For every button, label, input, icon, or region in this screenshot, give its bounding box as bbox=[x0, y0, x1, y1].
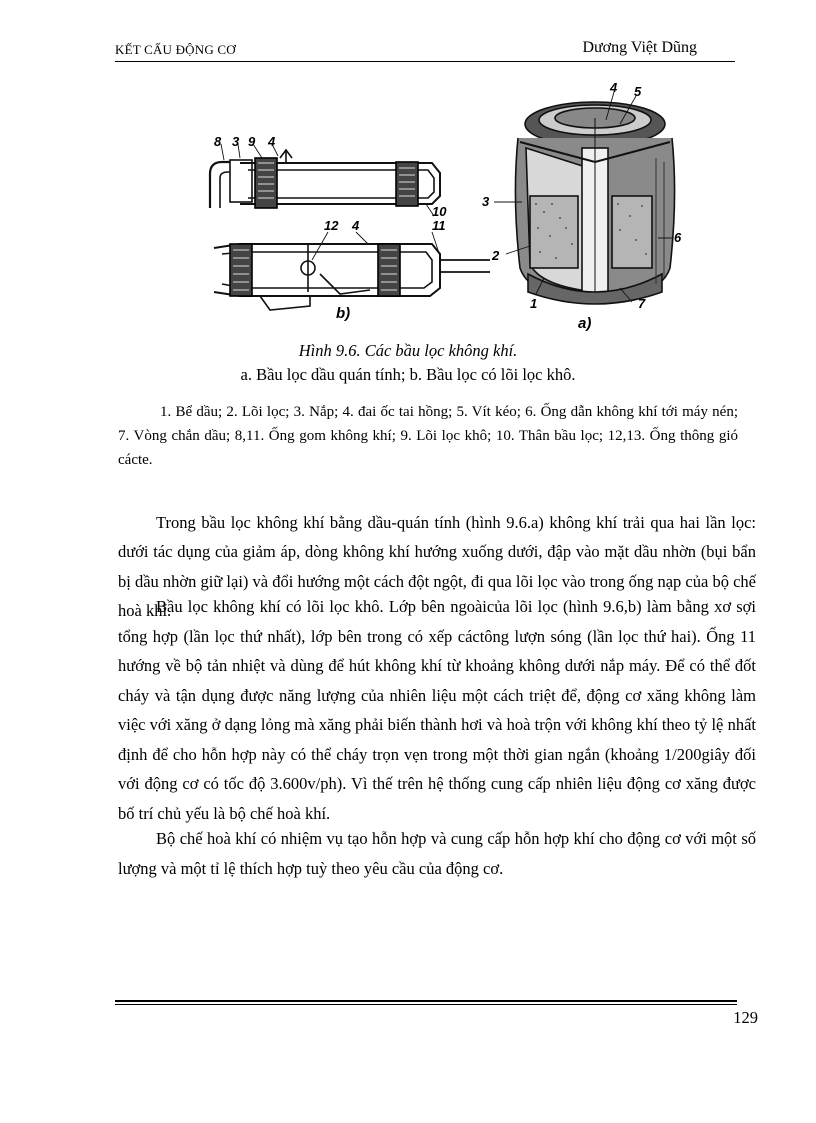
callout-a-2: 2 bbox=[492, 248, 500, 263]
sub-label-a: a) bbox=[578, 315, 592, 332]
callout-11: 11 bbox=[432, 218, 446, 233]
figure-air-filters bbox=[200, 78, 700, 338]
page-number: 129 bbox=[733, 1008, 758, 1027]
header-chapter-title: KẾT CẤU ĐỘNG CƠ bbox=[115, 42, 236, 57]
callout-9: 9 bbox=[248, 134, 256, 149]
callout-a-7: 7 bbox=[638, 296, 646, 311]
paragraph-1-text: Trong bầu lọc không khí bằng dầu-quán tính (hình 9.6.a) không khí trải qua hai lần lọc: dưới tác dụng của giảm áp, dòng không khí hướng xuống dưới, đập vào mặt dầu nhờn (bụi bẩn bị dầu nhờn giữ lại) và đổi hướng một cách đột ngột, đi qua lõi lọc vào trong ống nạp của bộ chế hoà khí. bbox=[118, 512, 756, 620]
page-header bbox=[115, 38, 735, 60]
air-filter-drawing bbox=[200, 78, 700, 338]
header-author: Dương Việt Dũng bbox=[582, 39, 697, 56]
callout-a-4: 4 bbox=[610, 80, 618, 95]
callout-8: 8 bbox=[214, 134, 222, 149]
callout-4-top: 4 bbox=[268, 134, 276, 149]
filter-b-drawing bbox=[210, 144, 490, 310]
sub-label-b: b) bbox=[336, 305, 351, 322]
figure-caption-title: Hình 9.6. Các bầu lọc không khí. bbox=[298, 341, 518, 360]
paragraph-3-text: Bộ chế hoà khí có nhiệm vụ tạo hỗn hợp và cung cấp hỗn hợp khí cho động cơ với một số lượng và một tỉ lệ thích hợp tuỳ theo yêu cầu của động cơ. bbox=[118, 829, 756, 878]
figure-caption-subtitle: a. Bầu lọc dầu quán tính; b. Bầu lọc có lõi lọc khô. bbox=[240, 365, 576, 384]
paragraph-2-text: Bầu lọc không khí có lõi lọc khô. Lớp bên ngoàicủa lõi lọc (hình 9.6,b) làm bằng xơ sợi tổng hợp (lần lọc thứ nhất), lớp bên trong có xếp cáctông lượn sóng (lần lọc thứ hai). Ống 11 hướng về bộ tản nhiệt và dùng để hút không khí từ khoảng không dưới nắp máy. Để có thể đốt cháy và tận dụng được năng lượng của nhiên liệu một cách triệt để, động cơ xăng không làm việc với xăng ở dạng lỏng mà xăng phải biến thành hơi và hoà trộn với không khí theo tỷ lệ nhất định để cho hỗn hợp này có thể cháy trọn vẹn trong một thời gian ngắn (khoảng 1/200giây đối với động cơ có tốc độ 3.600v/ph). Vì thế trên hệ thống cung cấp nhiên liệu động cơ xăng được bố trí chủ yếu là bộ chế hoà khí. bbox=[118, 597, 756, 823]
callout-a-6: 6 bbox=[674, 230, 682, 245]
callout-4-bottom: 4 bbox=[352, 218, 360, 233]
filter-a-drawing bbox=[494, 92, 675, 304]
paragraph-2 bbox=[118, 592, 756, 828]
callout-10: 10 bbox=[432, 204, 447, 219]
callout-a-5: 5 bbox=[634, 84, 642, 99]
footer-rule-thin bbox=[115, 1004, 737, 1005]
callout-3: 3 bbox=[232, 134, 240, 149]
callout-12: 12 bbox=[324, 218, 339, 233]
header-rule bbox=[115, 61, 735, 62]
footer-rule-thick bbox=[115, 1000, 737, 1002]
paragraph-3 bbox=[118, 824, 756, 883]
figure-legend: 1. Bể dầu; 2. Lõi lọc; 3. Nắp; 4. đai ốc tai hồng; 5. Vít kéo; 6. Ống dẫn không khí tới máy nén; 7. Vòng chắn dầu; 8,11. Ống gom không khí; 9. Lõi lọc khô; 10. Thân bầu lọc; 12,13. Ống thông gió cácte. bbox=[118, 404, 738, 468]
callout-a-3: 3 bbox=[482, 194, 490, 209]
callout-a-1: 1 bbox=[530, 296, 538, 311]
